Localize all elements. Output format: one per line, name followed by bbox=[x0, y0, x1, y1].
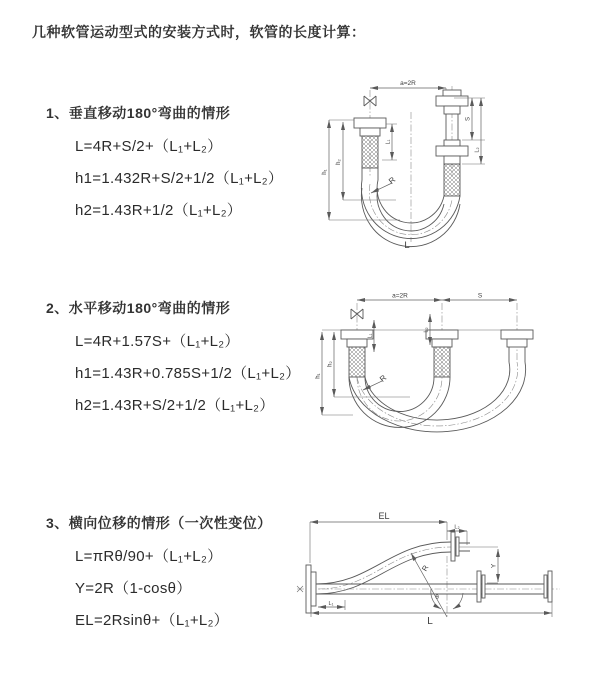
end-flange bbox=[544, 571, 552, 602]
l1-label: L₁ bbox=[385, 139, 392, 145]
h2-label: h₂ bbox=[336, 159, 342, 165]
formula-h2: h2=1.43R+S/2+1/2（L₁+L₂） bbox=[75, 397, 275, 414]
h2-label: h₂ bbox=[327, 361, 334, 367]
lateral-displacement-diagram bbox=[293, 505, 585, 640]
dimension-s bbox=[442, 293, 517, 301]
l-label: L bbox=[404, 240, 410, 251]
l2-label: L₂ bbox=[454, 524, 460, 531]
section-2-heading: 2、水平移动180°弯曲的情形 bbox=[46, 300, 231, 316]
section-horizontal-movement bbox=[46, 298, 301, 427]
radius-leader bbox=[411, 553, 447, 617]
vertical-bend-diagram bbox=[296, 78, 548, 256]
dimension-l2 bbox=[424, 314, 431, 345]
formula-y: Y=2R（1-cosθ） bbox=[75, 580, 192, 597]
formula-h2: h2=1.43R+1/2（L₁+L₂） bbox=[75, 202, 243, 219]
s-label: S bbox=[477, 292, 483, 300]
raised-flange bbox=[451, 532, 498, 561]
theta-label: θ bbox=[435, 594, 439, 601]
l2-label: L₂ bbox=[423, 327, 430, 333]
left-pipe-end bbox=[354, 118, 386, 168]
section-3-heading: 3、横向位移的情形（一次性变位） bbox=[46, 515, 272, 531]
dimension-l1 bbox=[382, 124, 397, 160]
formula-l: L=πRθ/90+（L₁+L₂） bbox=[75, 548, 223, 565]
formula-h1: h1=1.43R+0.785S+1/2（L₁+L₂） bbox=[75, 365, 301, 382]
radius-leader bbox=[371, 175, 397, 193]
middle-pipe-end bbox=[426, 330, 458, 377]
dimension-l1 bbox=[368, 320, 375, 352]
h1-label: h₁ bbox=[315, 373, 322, 379]
joint-flange bbox=[477, 571, 485, 602]
section-vertical-movement bbox=[46, 103, 283, 232]
l-label: L bbox=[427, 616, 433, 627]
dimension-l1 bbox=[318, 600, 345, 610]
formula-l: L=4R+1.57S+（L₁+L₂） bbox=[75, 333, 240, 350]
hose-s-curve bbox=[316, 542, 451, 594]
dimension-y bbox=[487, 549, 498, 583]
r-label: R bbox=[386, 175, 398, 186]
centerlines bbox=[369, 86, 452, 242]
left-flange bbox=[306, 565, 316, 613]
dimension-el bbox=[310, 511, 447, 563]
section-lateral-displacement bbox=[46, 513, 272, 642]
a2r-label: a=2R bbox=[392, 292, 408, 300]
l1-label: L₁ bbox=[328, 601, 334, 607]
s-label: S bbox=[465, 116, 472, 122]
l1-label: L₁ bbox=[367, 333, 374, 339]
dimension-l bbox=[311, 602, 552, 627]
r-label: R bbox=[377, 373, 389, 384]
section-1-heading: 1、垂直移动180°弯曲的情形 bbox=[46, 105, 231, 121]
l2-label: L₂ bbox=[474, 147, 481, 153]
right-pipe-end bbox=[436, 90, 468, 196]
dimension-a2r bbox=[357, 293, 442, 301]
formula-el: EL=2Rsinθ+（L₁+L₂） bbox=[75, 612, 229, 629]
formula-l: L=4R+S/2+（L₁+L₂） bbox=[75, 138, 223, 155]
y-label: Y bbox=[490, 563, 498, 569]
formula-h1: h1=1.432R+S/2+1/2（L₁+L₂） bbox=[75, 170, 284, 187]
h1-label: h₁ bbox=[322, 169, 328, 175]
r-label: R bbox=[419, 563, 431, 573]
a2r-label: a=2R bbox=[400, 80, 416, 87]
el-label: EL bbox=[378, 511, 390, 521]
page-title: 几种软管运动型式的安装方式时，软管的长度计算： bbox=[32, 24, 366, 40]
horizontal-bend-diagram bbox=[295, 290, 542, 445]
dimension-a2r bbox=[370, 80, 446, 96]
